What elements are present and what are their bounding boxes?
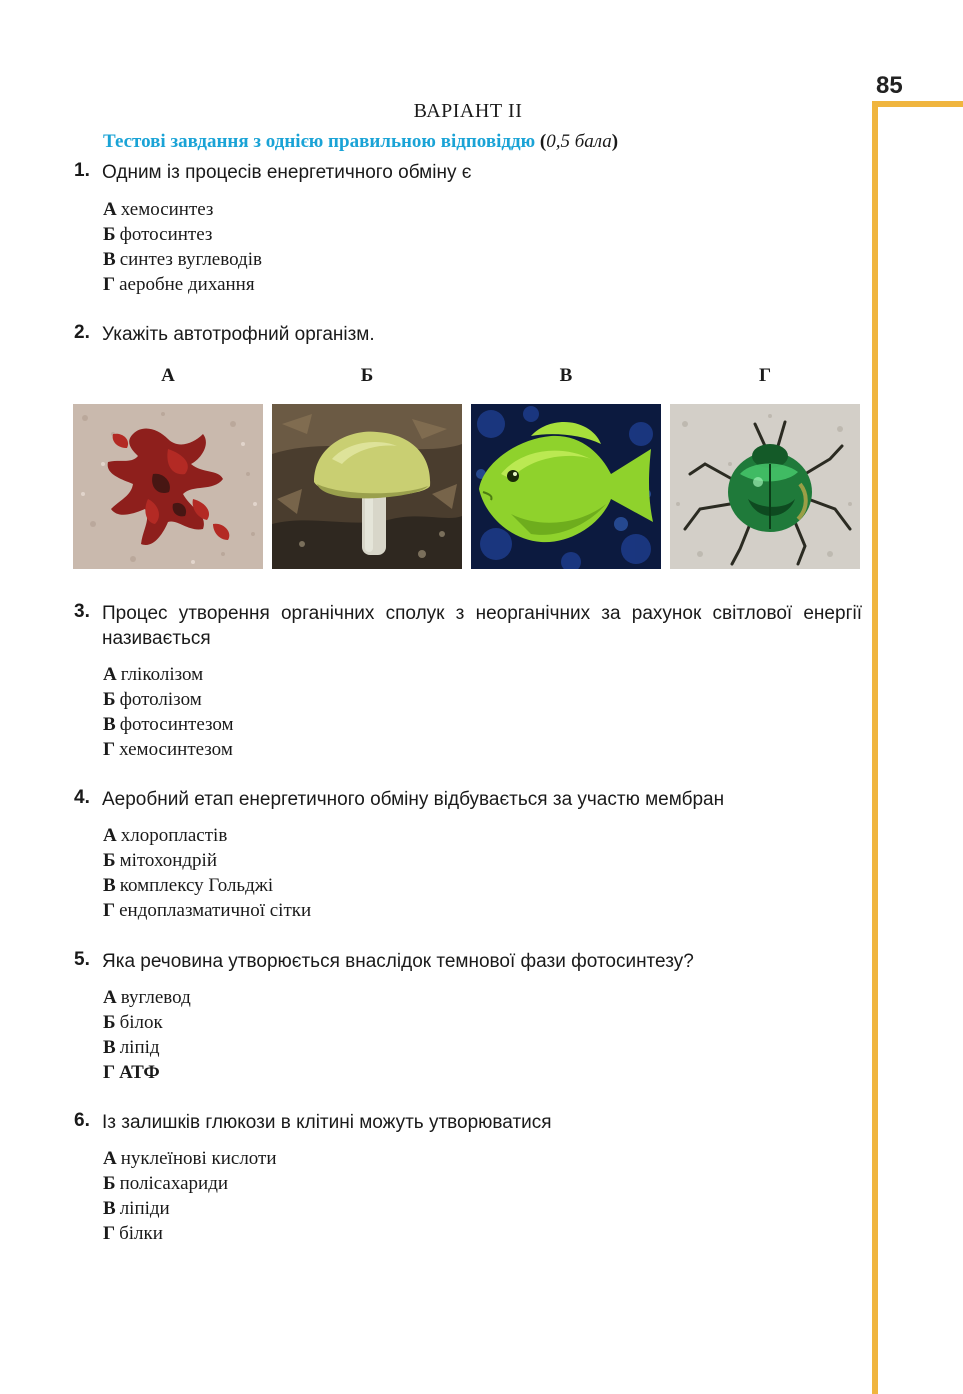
- question-number: 6.: [74, 1110, 90, 1131]
- answer-option[interactable]: [103, 1196, 277, 1221]
- section-heading: Тестові завдання з однією правильною відповіддю (0,5 бала): [103, 131, 619, 152]
- answer-option[interactable]: [103, 247, 262, 272]
- answer-option[interactable]: [103, 873, 311, 898]
- answer-option[interactable]: [103, 823, 311, 848]
- option-text: аеробне дихання: [119, 274, 255, 295]
- answer-option[interactable]: [103, 848, 311, 873]
- answer-option[interactable]: [103, 898, 311, 923]
- question-text: Аеробний етап енергетичного обміну відбувається за участю мембран: [102, 789, 725, 810]
- option-letter: Г: [103, 274, 116, 295]
- option-letter: Г: [103, 739, 116, 760]
- option-letter: Б: [103, 1012, 116, 1033]
- option-text: фотосинтез: [119, 224, 213, 245]
- option-letter: Г: [103, 900, 116, 921]
- option-text: хемосинтез: [120, 199, 214, 220]
- red-algae-image[interactable]: [73, 404, 263, 569]
- green-fish-image[interactable]: [471, 404, 661, 569]
- question-number: 3.: [74, 601, 90, 622]
- option-text: хлоропластів: [120, 825, 228, 846]
- mushroom-image[interactable]: [272, 404, 462, 569]
- option-text: вуглевод: [120, 987, 191, 1008]
- option-letter: А: [103, 199, 117, 220]
- answer-options: [103, 823, 311, 923]
- answer-options: [103, 197, 262, 297]
- option-letter: Б: [103, 224, 116, 245]
- answer-option[interactable]: [103, 272, 262, 297]
- answer-option[interactable]: [103, 985, 191, 1010]
- question-text: Укажіть автотрофний організм.: [102, 324, 375, 345]
- option-text: білки: [119, 1223, 163, 1244]
- option-text: ендоплазматичної сітки: [119, 900, 312, 921]
- green-beetle-image[interactable]: [670, 404, 860, 569]
- answer-option[interactable]: [103, 712, 234, 737]
- answer-options: [103, 985, 191, 1085]
- option-text: комплексу Гольджі: [119, 875, 274, 896]
- image-label-d: Г: [758, 365, 772, 386]
- option-letter: Б: [103, 689, 116, 710]
- answer-option[interactable]: [103, 1171, 277, 1196]
- image-label-b: Б: [360, 365, 374, 386]
- option-text: нуклеїнові кислоти: [120, 1148, 277, 1169]
- option-text: синтез вуглеводів: [119, 249, 262, 270]
- question-text: Одним із процесів енергетичного обміну є: [102, 162, 472, 183]
- option-text: фотосинтезом: [119, 714, 234, 735]
- option-text: білок: [119, 1012, 163, 1033]
- option-text: фотолізом: [119, 689, 202, 710]
- option-letter: А: [103, 825, 117, 846]
- option-letter: В: [103, 1198, 116, 1219]
- answer-option[interactable]: [103, 662, 234, 687]
- answer-option[interactable]: [103, 1010, 191, 1035]
- option-letter: В: [103, 1037, 116, 1058]
- answer-option[interactable]: [103, 737, 234, 762]
- page-edge-vertical-bar: [872, 101, 878, 1394]
- option-letter: А: [103, 1148, 117, 1169]
- option-letter: В: [103, 875, 116, 896]
- section-title: Тестові завдання з однією правильною відповіддю: [103, 131, 536, 152]
- answer-option[interactable]: [103, 1146, 277, 1171]
- option-text: полісахариди: [119, 1173, 229, 1194]
- option-text: ліпіди: [119, 1198, 170, 1219]
- question-number: 5.: [74, 949, 90, 970]
- question-text: Із залишків глюкози в клітині можуть утворюватися: [102, 1112, 552, 1133]
- option-text: мітохондрій: [119, 850, 218, 871]
- option-text: гліколізом: [120, 664, 204, 685]
- option-letter: А: [103, 987, 117, 1008]
- option-text: АТФ: [119, 1062, 160, 1083]
- option-text: ліпід: [119, 1037, 160, 1058]
- image-label-c: В: [559, 365, 573, 386]
- option-letter: Б: [103, 1173, 116, 1194]
- image-label-a: А: [161, 365, 175, 386]
- answer-option[interactable]: [103, 1060, 191, 1085]
- option-letter: В: [103, 714, 116, 735]
- question-number: 4.: [74, 787, 90, 808]
- question-number: 1.: [74, 160, 90, 181]
- question-text: Яка речовина утворюється внаслідок темнової фази фотосинтезу?: [102, 951, 694, 972]
- option-text: хемосинтезом: [119, 739, 233, 760]
- option-letter: А: [103, 664, 117, 685]
- answer-option[interactable]: [103, 687, 234, 712]
- answer-option[interactable]: [103, 222, 262, 247]
- variant-title: ВАРІАНТ ІІ: [413, 100, 523, 122]
- option-letter: В: [103, 249, 116, 270]
- answer-options: [103, 1146, 277, 1246]
- section-points: 0,5 бала: [546, 131, 612, 152]
- answer-options: [103, 662, 234, 762]
- answer-option[interactable]: [103, 1221, 277, 1246]
- option-letter: Г: [103, 1062, 116, 1083]
- answer-option[interactable]: [103, 1035, 191, 1060]
- page-number: 85: [876, 72, 903, 99]
- answer-option[interactable]: [103, 197, 262, 222]
- option-letter: Г: [103, 1223, 116, 1244]
- option-letter: Б: [103, 850, 116, 871]
- question-text: Процес утворення органічних сполук з неорганічних за рахунок світлової енергії називається: [102, 603, 862, 649]
- question-number: 2.: [74, 322, 90, 343]
